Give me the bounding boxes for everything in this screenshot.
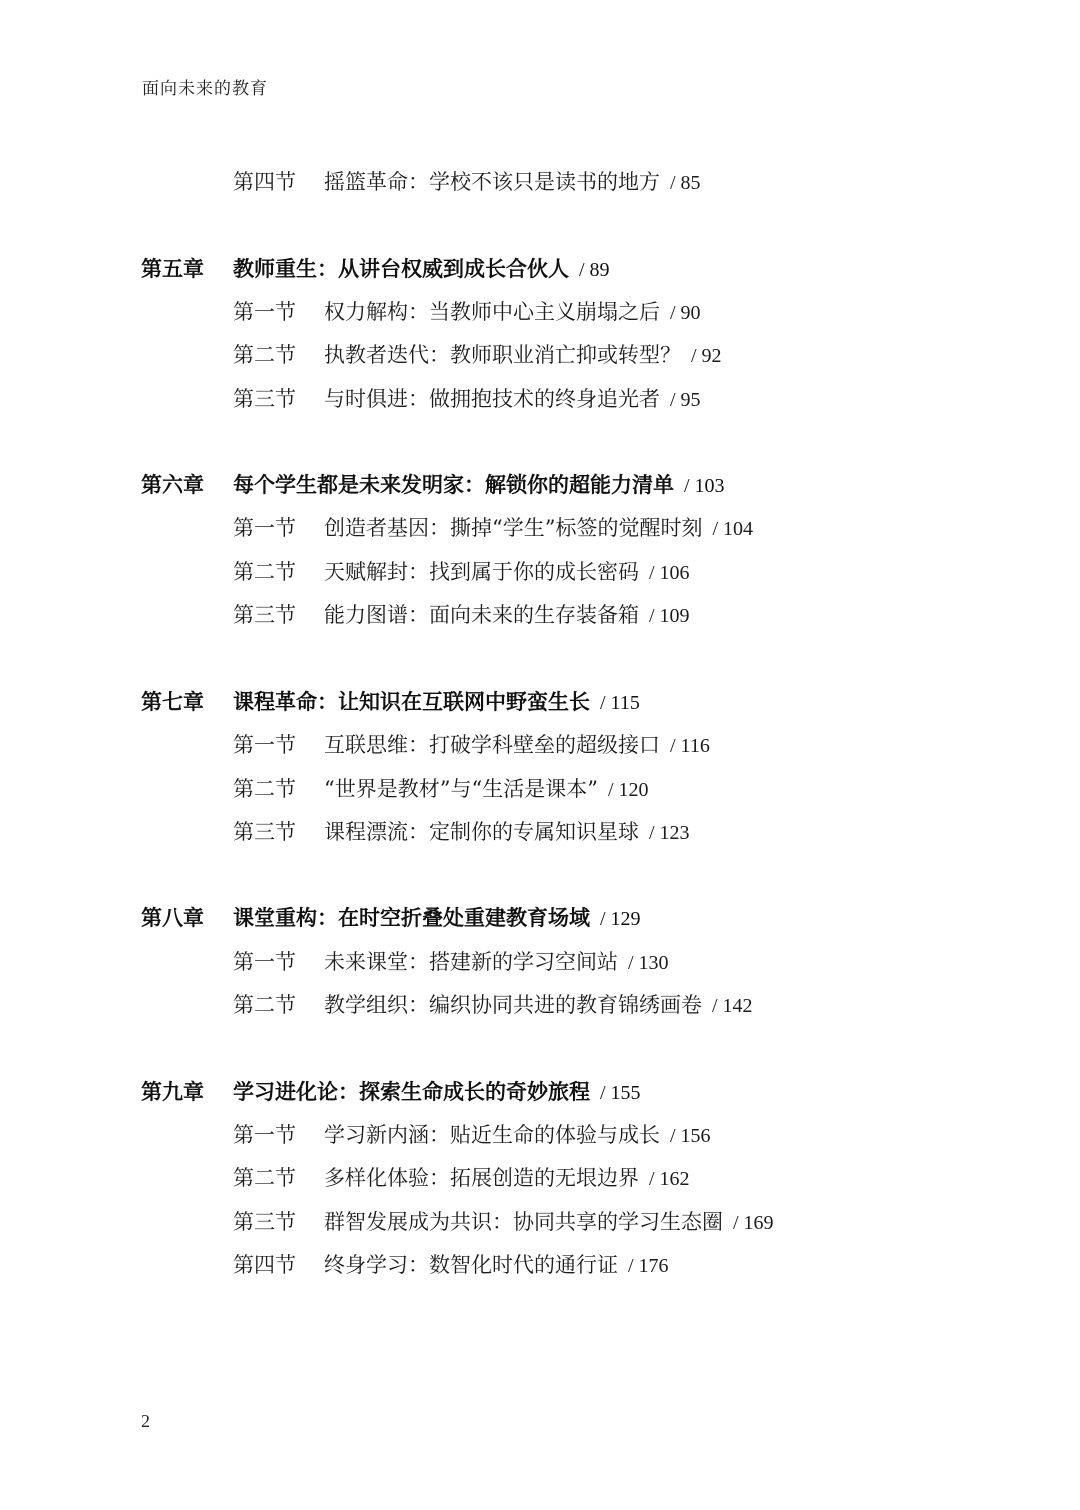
section-label: 第一节 [233,950,296,974]
section-page-ref: / 156 [670,1125,711,1147]
toc-section-entry [233,1121,711,1150]
section-page-ref: / 142 [712,995,753,1017]
toc-section-entry [233,298,701,327]
toc-section-entry [233,601,690,630]
section-title: 课程漂流：定制你的专属知识星球 [324,820,639,844]
section-title: 能力图谱：面向未来的生存装备箱 [324,603,639,627]
chapter-label: 第八章 [141,905,204,930]
toc-section-entry [233,948,669,977]
section-label: 第四节 [233,170,296,194]
running-header-title: 面向未来的教育 [142,79,268,99]
section-title: 权力解构：当教师中心主义崩塌之后 [324,300,660,324]
chapter-page-ref: / 89 [579,259,610,281]
chapter-title: 课堂重构：在时空折叠处重建教育场域 [233,905,590,930]
chapter-label: 第七章 [141,689,204,714]
section-title: 执教者迭代：教师职业消亡抑或转型？ [324,343,681,367]
chapter-title: 教师重生：从讲台权威到成长合伙人 [233,256,569,281]
section-label: 第一节 [233,1123,296,1147]
section-page-ref: / 95 [670,389,701,411]
page-number: 2 [141,1411,150,1431]
section-page-ref: / 92 [691,345,722,367]
chapter-label: 第六章 [141,472,204,497]
section-label: 第二节 [233,560,296,584]
section-page-ref: / 116 [670,735,710,757]
chapter-label: 第五章 [141,256,204,281]
section-page-ref: / 176 [628,1255,669,1277]
chapter-label: 第九章 [141,1079,204,1104]
chapter-title: 课程革命：让知识在互联网中野蛮生长 [233,689,590,714]
toc-section-entry [233,341,722,370]
section-title: 群智发展成为共识：协同共享的学习生态圈 [324,1210,723,1234]
section-title: 教学组织：编织协同共进的教育锦绣画卷 [324,993,702,1017]
toc-chapter-entry [141,688,640,717]
toc-section-entry [233,818,690,847]
toc-section-entry [233,558,690,587]
section-title: 互联思维：打破学科壁垒的超级接口 [324,733,660,757]
chapter-page-ref: / 129 [600,908,641,930]
section-title: 学习新内涵：贴近生命的体验与成长 [324,1123,660,1147]
section-page-ref: / 120 [607,779,649,801]
toc-chapter-entry [141,904,641,933]
section-page-ref: / 85 [670,172,701,194]
toc-section-entry [233,1251,669,1280]
section-title: 创造者基因：撕掉“学生”标签的觉醒时刻 [324,516,703,540]
toc-chapter-entry [141,471,725,500]
section-page-ref: / 169 [733,1212,774,1234]
section-label: 第一节 [233,733,296,757]
section-label: 第三节 [233,1210,296,1234]
toc-section-entry [233,168,701,197]
section-page-ref: / 90 [670,302,701,324]
section-page-ref: / 162 [649,1168,690,1190]
toc-section-entry [233,775,649,804]
section-label: 第三节 [233,820,296,844]
toc-section-entry [233,514,753,543]
toc-section-entry [233,1164,690,1193]
toc-section-entry [233,385,701,414]
section-label: 第二节 [233,993,296,1017]
chapter-page-ref: / 103 [684,475,725,497]
section-page-ref: / 123 [649,822,690,844]
section-title: 摇篮革命：学校不该只是读书的地方 [324,170,660,194]
section-title: 未来课堂：搭建新的学习空间站 [324,950,618,974]
toc-chapter-entry [141,1078,641,1107]
section-title: 天赋解封：找到属于你的成长密码 [324,560,639,584]
section-label: 第一节 [233,516,296,540]
toc-section-entry [233,1208,774,1237]
section-label: 第三节 [233,603,296,627]
section-title: “世界是教材”与“生活是课本” [324,777,598,801]
section-title: 与时俱进：做拥抱技术的终身追光者 [324,387,660,411]
section-title: 多样化体验：拓展创造的无垠边界 [324,1166,639,1190]
chapter-page-ref: / 115 [600,692,640,714]
chapter-title: 学习进化论：探索生命成长的奇妙旅程 [233,1079,590,1104]
section-label: 第四节 [233,1253,296,1277]
section-label: 第二节 [233,777,296,801]
section-title: 终身学习：数智化时代的通行证 [324,1253,618,1277]
section-page-ref: / 104 [712,518,754,540]
chapter-page-ref: / 155 [600,1082,641,1104]
section-page-ref: / 109 [649,605,690,627]
section-page-ref: / 106 [649,562,690,584]
section-label: 第一节 [233,300,296,324]
section-page-ref: / 130 [628,952,669,974]
section-label: 第三节 [233,387,296,411]
chapter-title: 每个学生都是未来发明家：解锁你的超能力清单 [233,472,674,497]
section-label: 第二节 [233,343,296,367]
toc-section-entry [233,991,753,1020]
section-label: 第二节 [233,1166,296,1190]
toc-chapter-entry [141,255,610,284]
toc-section-entry [233,731,710,760]
